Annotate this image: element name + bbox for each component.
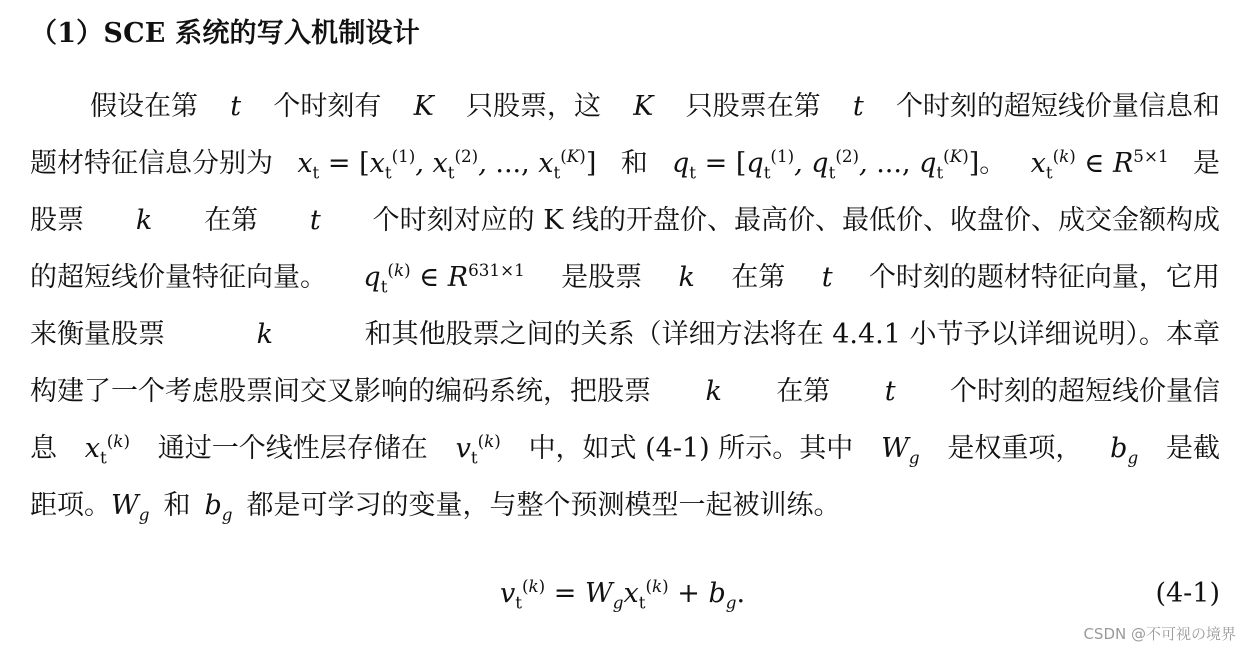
equation-number: (4-1): [1155, 578, 1220, 609]
body-paragraph: [30, 78, 1220, 534]
math-formula-q-vector: $q_t = [q_t^{(1)}$, $q_t^{(2)}$, ..., $q_t^{(K)}$]。: [672, 146, 1007, 183]
text-segment: 在第: [776, 376, 831, 407]
text-segment: 是: [1192, 148, 1220, 179]
text-segment: 是权重项，: [947, 433, 1083, 464]
math-variable: t: [852, 91, 864, 122]
math-variable: t: [309, 205, 321, 236]
math-variable: t: [230, 91, 242, 122]
text-segment: 来衡量股票: [30, 319, 165, 350]
text-segment: 在第: [731, 262, 786, 293]
display-equation: [30, 570, 1220, 620]
text-segment: 构建了一个考虑股票间交叉影响的编码系统，把股票: [30, 376, 651, 407]
text-segment: 个时刻的超短线价量信息和: [895, 91, 1220, 122]
text-segment: 的超短线价量特征向量。: [30, 262, 327, 293]
equation-body: $v_t^{(k)} = W_gx_t^{(k)} + b_g$.: [500, 576, 746, 613]
math-formula-x-vector: $x_t = [x_t^{(1)}$, $x_t^{(2)}$, ..., $x_t^{(K)}$]: [297, 146, 597, 183]
text-segment: 和: [163, 490, 191, 521]
text-segment: 都是可学习的变量，与整个预测模型一起被训练。: [246, 490, 841, 521]
paragraph-line-2: [30, 135, 1220, 192]
text-segment: 是股票: [561, 262, 643, 293]
text-segment: 假设在第: [90, 91, 198, 122]
math-variable: k: [678, 262, 695, 293]
text-segment: 息: [30, 433, 57, 464]
text-segment: 题材特征信息分别为: [30, 148, 273, 179]
paragraph-line-8: [30, 477, 1220, 534]
math-formula-wg: $W_g$: [111, 490, 150, 525]
text-segment: 股票: [30, 205, 84, 236]
math-formula-q-membership: $q_t^{(k)}$ ∈ $R^{631\times 1}$: [363, 260, 525, 297]
paragraph-line-3: [30, 192, 1220, 249]
math-formula-x-membership: $x_t^{(k)}$ ∈ $R^{5\times 1}$: [1030, 146, 1169, 183]
text-segment: 只股票，这: [465, 91, 601, 122]
math-formula-wg: $W_g$: [881, 433, 920, 468]
text-segment: 和: [620, 148, 648, 179]
paragraph-line-6: [30, 363, 1220, 420]
paragraph-line-5: [30, 306, 1220, 363]
section-heading: （1）SCE 系统的写入机制设计: [30, 18, 420, 49]
text-segment: 个时刻的超短线价量信: [949, 376, 1220, 407]
math-variable: t: [821, 262, 833, 293]
paragraph-line-7: [30, 420, 1220, 477]
text-segment: 个时刻对应的 K 线的开盘价、最高价、最低价、收盘价、成交金额构成: [372, 205, 1220, 236]
math-formula-vtk: $v_t^{(k)}$: [455, 431, 501, 468]
text-segment: 是截: [1165, 433, 1220, 464]
text-segment: 。: [979, 148, 1007, 179]
math-variable: k: [705, 376, 722, 407]
paragraph-line-4: [30, 249, 1220, 306]
math-variable: t: [884, 376, 896, 407]
math-variable: K: [413, 91, 434, 122]
watermark: CSDN @不可视の境界: [1083, 625, 1236, 643]
text-segment: 个时刻的题材特征向量，它用: [868, 262, 1220, 293]
text-segment: 中，如式 (4-1) 所示。其中: [528, 433, 854, 464]
paragraph-line-1: [30, 78, 1220, 135]
math-variable: k: [135, 205, 153, 236]
text-segment: 在第: [204, 205, 259, 236]
text-segment: 只股票在第: [685, 91, 821, 122]
math-variable: K: [633, 91, 654, 122]
math-formula-bg: $b_g$: [204, 490, 233, 525]
text-segment: 个时刻有: [273, 91, 382, 122]
text-segment: 和其他股票之间的关系（详细方法将在 4.4.1 小节予以详细说明）。本章: [364, 319, 1220, 350]
text-segment: 通过一个线性层存储在: [157, 433, 428, 464]
math-variable: k: [256, 319, 273, 350]
text-segment: 距项。: [30, 490, 111, 521]
math-formula-bg: $b_g$: [1110, 433, 1139, 468]
math-formula-xtk: $x_t^{(k)}$: [84, 431, 130, 468]
